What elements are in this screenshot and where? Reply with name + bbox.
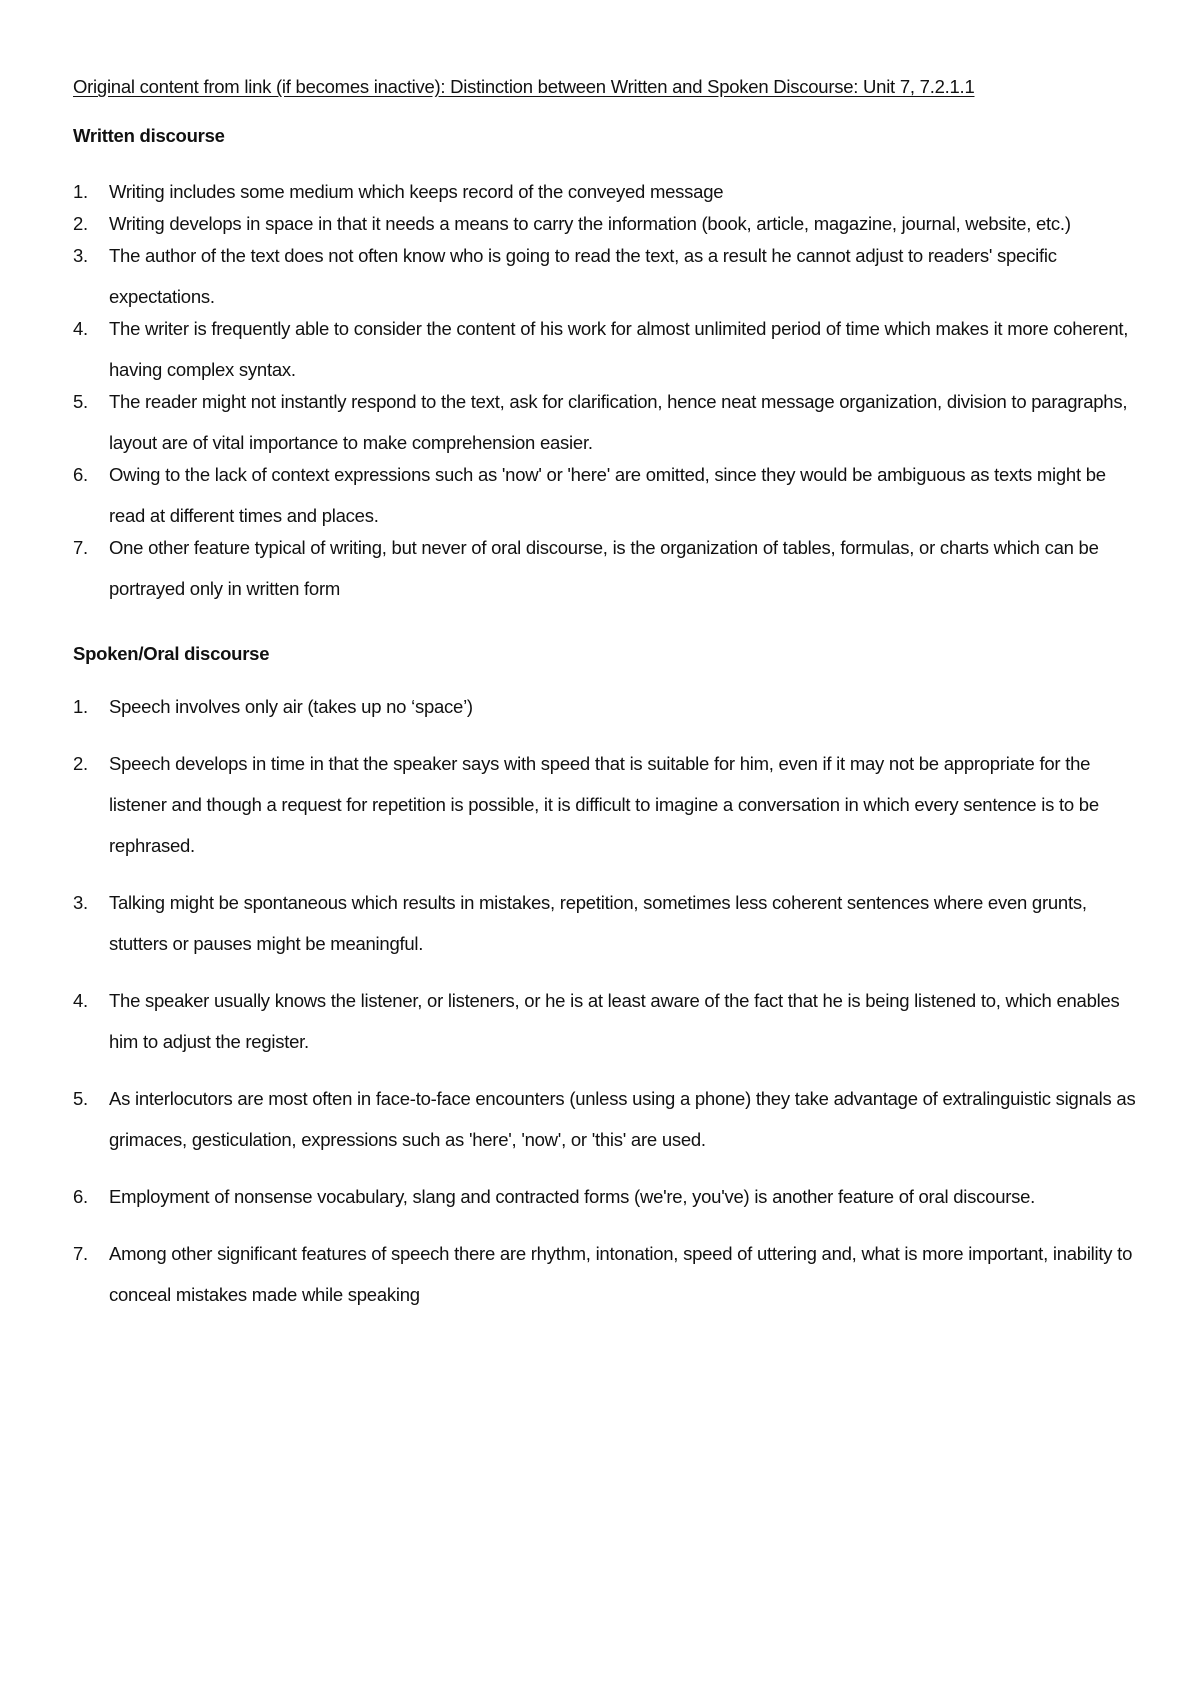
spoken-discourse-heading: Spoken/Oral discourse bbox=[73, 643, 270, 664]
document-page bbox=[73, 76, 1143, 1315]
spoken-discourse-list bbox=[73, 686, 1143, 1315]
list-item-text: The author of the text does not often know who is going to read the text, as a result he cannot adjust to readers' specific expectations. bbox=[109, 245, 1057, 307]
list-item-text: The writer is frequently able to consider the content of his work for almost unlimited period of time which makes it more coherent, having complex syntax. bbox=[109, 318, 1129, 380]
list-item-text: Among other significant features of speech there are rhythm, intonation, speed of uttering and, what is more important, inability to conceal mistakes made while speaking bbox=[109, 1243, 1133, 1305]
list-item-number: 2. bbox=[73, 213, 88, 234]
list-item bbox=[73, 1233, 1143, 1315]
list-item bbox=[73, 686, 1143, 727]
list-item bbox=[73, 308, 1143, 390]
list-item-text: The speaker usually knows the listener, or listeners, or he is at least aware of the fact that he is being listened to, which enables him to adjust the register. bbox=[109, 990, 1120, 1052]
list-item-text: The reader might not instantly respond to the text, ask for clarification, hence neat message organization, division to paragraphs, layout are of vital importance to make comprehension easier. bbox=[109, 391, 1128, 453]
list-item bbox=[73, 381, 1143, 463]
written-discourse-list bbox=[73, 171, 1143, 609]
list-item-number: 3. bbox=[73, 892, 88, 913]
list-item-number: 1. bbox=[73, 181, 88, 202]
list-item-number: 1. bbox=[73, 696, 88, 717]
list-item-text: Owing to the lack of context expressions such as 'now' or 'here' are omitted, since they would be ambiguous as texts might be read at different times and places. bbox=[109, 464, 1106, 526]
list-item-text: Writing develops in space in that it needs a means to carry the information (book, article, magazine, journal, website, etc.) bbox=[109, 213, 1071, 234]
list-item-number: 6. bbox=[73, 464, 88, 485]
list-item-number: 7. bbox=[73, 1243, 88, 1264]
written-discourse-heading: Written discourse bbox=[73, 125, 225, 146]
list-item bbox=[73, 980, 1143, 1062]
list-item bbox=[73, 1176, 1143, 1217]
list-item-number: 2. bbox=[73, 753, 88, 774]
list-item-number: 4. bbox=[73, 990, 88, 1011]
list-item-number: 6. bbox=[73, 1186, 88, 1207]
source-link-line[interactable]: Original content from link (if becomes inactive): Distinction between Written and Spoken Discourse: Unit 7, 7.2.1.1 bbox=[73, 76, 975, 97]
list-item-number: 5. bbox=[73, 1088, 88, 1109]
list-item-number: 7. bbox=[73, 537, 88, 558]
list-item-text: Employment of nonsense vocabulary, slang and contracted forms (we're, you've) is another feature of oral discourse. bbox=[109, 1186, 1036, 1207]
list-item-text: Speech develops in time in that the speaker says with speed that is suitable for him, even if it may not be appropriate for the listener and though a request for repetition is possible, it is difficult to imagine a conversation in which every sentence is to be rephrased. bbox=[109, 753, 1099, 856]
list-item bbox=[73, 1078, 1143, 1160]
list-item-number: 4. bbox=[73, 318, 88, 339]
list-item bbox=[73, 527, 1143, 609]
list-item bbox=[73, 235, 1143, 317]
list-item-number: 5. bbox=[73, 391, 88, 412]
list-item bbox=[73, 882, 1143, 964]
list-item bbox=[73, 743, 1143, 866]
list-item-text: Writing includes some medium which keeps record of the conveyed message bbox=[109, 181, 724, 202]
list-item-number: 3. bbox=[73, 245, 88, 266]
list-item-text: Talking might be spontaneous which results in mistakes, repetition, sometimes less coherent sentences where even grunts, stutters or pauses might be meaningful. bbox=[109, 892, 1087, 954]
list-item-text: As interlocutors are most often in face-to-face encounters (unless using a phone) they take advantage of extralinguistic signals as grimaces, gesticulation, expressions such as 'here', 'now', or 'this' are used. bbox=[109, 1088, 1136, 1150]
list-item-text: One other feature typical of writing, but never of oral discourse, is the organization of tables, formulas, or charts which can be portrayed only in written form bbox=[109, 537, 1099, 599]
list-item-text: Speech involves only air (takes up no ‘space’) bbox=[109, 696, 473, 717]
list-item bbox=[73, 454, 1143, 536]
